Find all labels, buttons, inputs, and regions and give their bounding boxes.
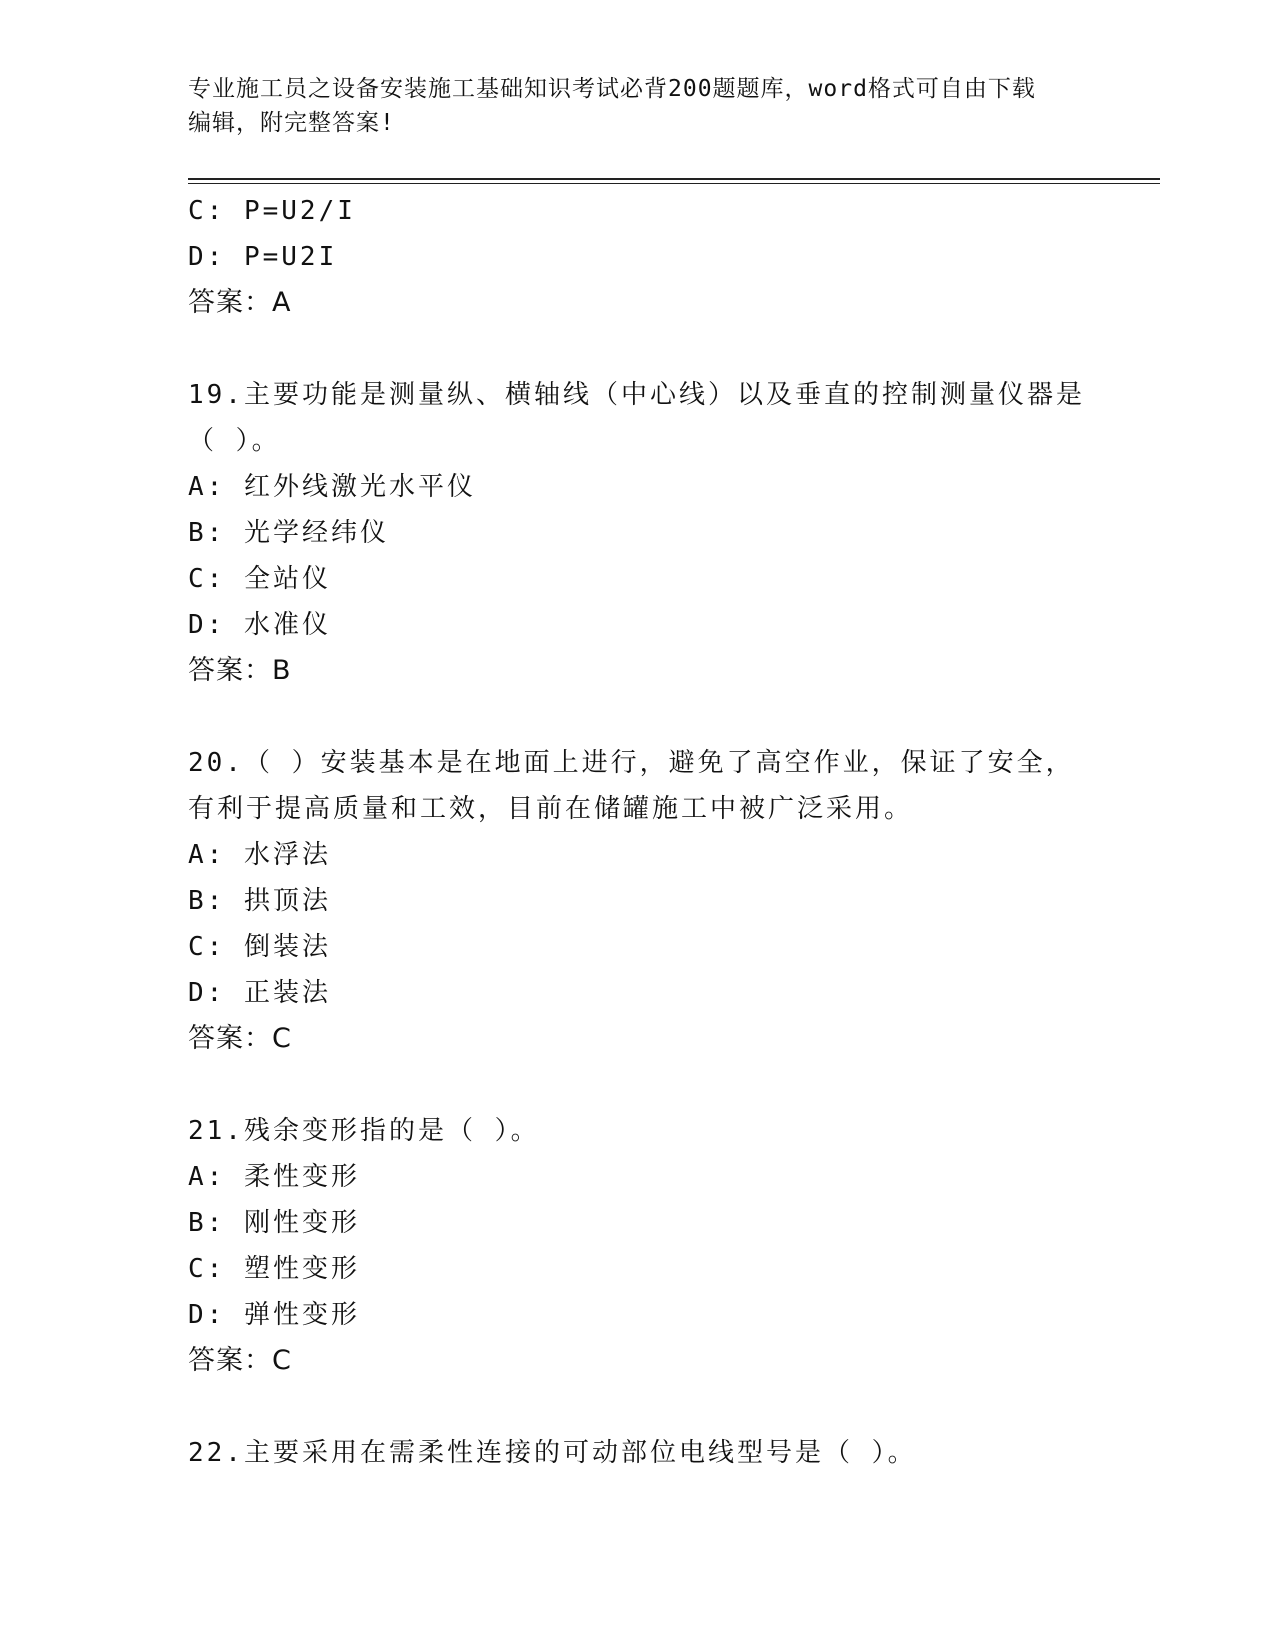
spacer bbox=[188, 1062, 1148, 1108]
header-divider-thin bbox=[188, 183, 1160, 184]
answer-line: 答案：B bbox=[188, 655, 292, 686]
spacer bbox=[188, 694, 1148, 740]
question-stem: 22.主要采用在需柔性连接的可动部位电线型号是（ ）。 bbox=[188, 1438, 917, 1468]
header-title-line-2: 编辑，附完整答案! bbox=[188, 110, 395, 136]
header-title-line-1: 专业施工员之设备安装施工基础知识考试必背200题题库，word格式可自由下载 bbox=[188, 76, 1036, 102]
spacer bbox=[188, 326, 1148, 372]
answer-line: 答案：C bbox=[188, 1023, 292, 1054]
question-stem-continued: （ ）。 bbox=[188, 426, 281, 456]
header-divider-thick bbox=[188, 178, 1160, 180]
question-20 bbox=[188, 740, 1148, 1062]
document-header bbox=[188, 72, 1088, 140]
previous-question-tail bbox=[188, 188, 1148, 326]
option-c: C: P=U2/I bbox=[188, 196, 356, 226]
option-c: C: 全站仪 bbox=[188, 564, 331, 594]
answer-line: 答案：A bbox=[188, 287, 292, 318]
question-stem: 20.（ ）安装基本是在地面上进行，避免了高空作业，保证了安全， bbox=[188, 748, 1075, 778]
spacer bbox=[188, 1384, 1148, 1430]
option-b: B: 拱顶法 bbox=[188, 886, 331, 916]
option-d: D: 弹性变形 bbox=[188, 1300, 360, 1330]
question-content bbox=[188, 188, 1148, 1476]
question-22 bbox=[188, 1430, 1148, 1476]
option-b: B: 刚性变形 bbox=[188, 1208, 360, 1238]
question-21 bbox=[188, 1108, 1148, 1384]
option-a: A: 红外线激光水平仪 bbox=[188, 472, 476, 502]
question-stem: 19.主要功能是测量纵、横轴线（中心线）以及垂直的控制测量仪器是 bbox=[188, 380, 1085, 410]
option-d: D: P=U2I bbox=[188, 242, 338, 272]
option-a: A: 水浮法 bbox=[188, 840, 331, 870]
question-19 bbox=[188, 372, 1148, 694]
question-stem: 21.残余变形指的是（ ）。 bbox=[188, 1116, 540, 1146]
answer-line: 答案：C bbox=[188, 1345, 292, 1376]
option-c: C: 塑性变形 bbox=[188, 1254, 360, 1284]
option-c: C: 倒装法 bbox=[188, 932, 331, 962]
option-d: D: 水准仪 bbox=[188, 610, 331, 640]
option-b: B: 光学经纬仪 bbox=[188, 518, 389, 548]
question-stem-continued: 有利于提高质量和工效，目前在储罐施工中被广泛采用。 bbox=[188, 794, 914, 824]
option-d: D: 正装法 bbox=[188, 978, 331, 1008]
option-a: A: 柔性变形 bbox=[188, 1162, 360, 1192]
